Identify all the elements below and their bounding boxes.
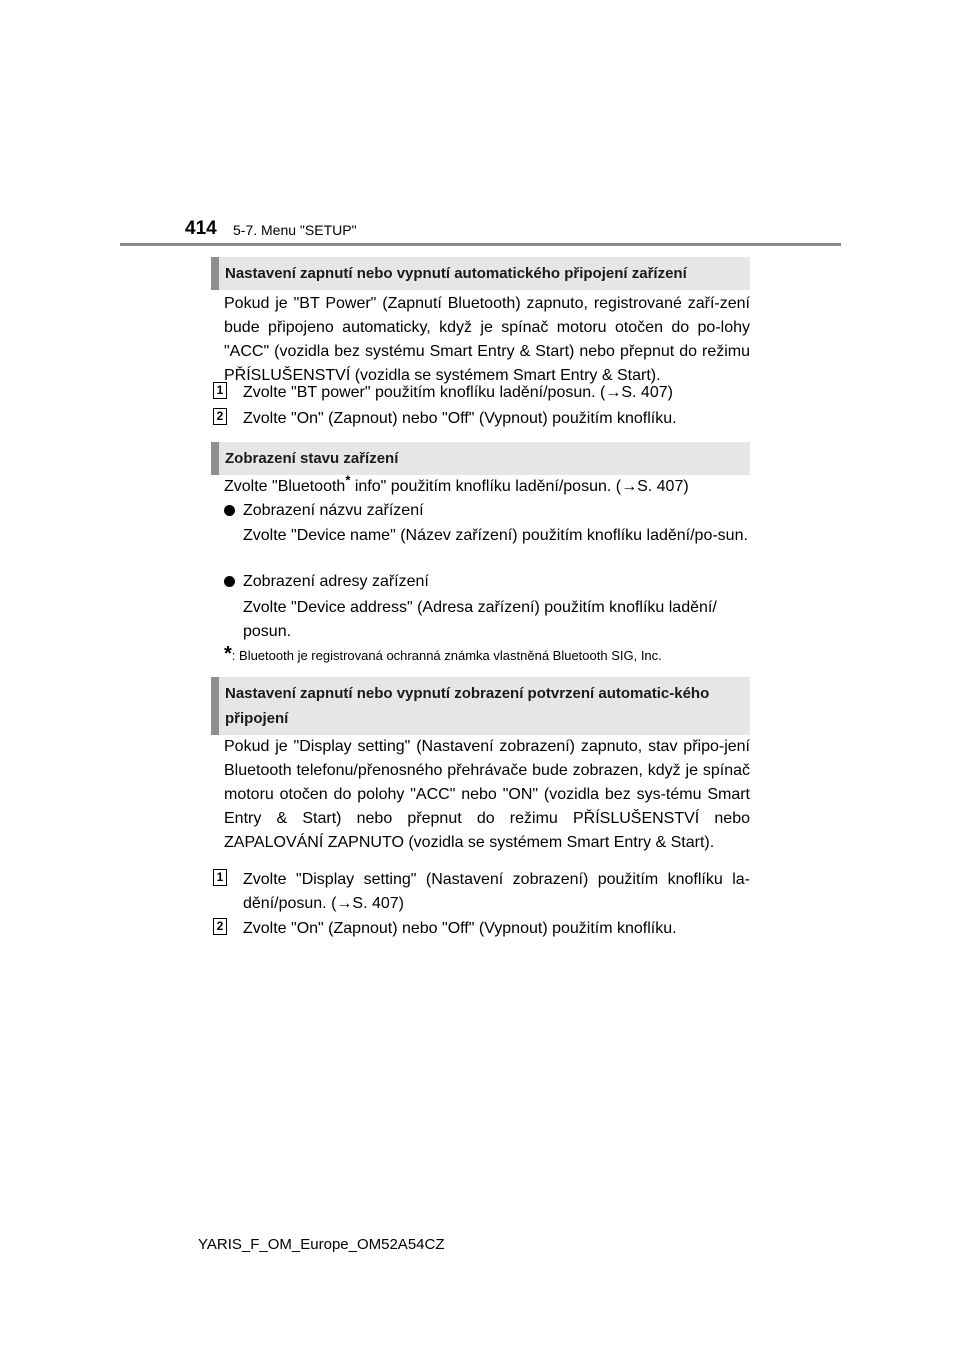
step-number-badge: 1	[213, 869, 227, 886]
footer-document-id: YARIS_F_OM_Europe_OM52A54CZ	[198, 1236, 445, 1253]
intro-text-after: info" použitím knoflíku ladění/posun. (→S. 407)	[350, 478, 689, 495]
step-text: Zvolte "On" (Zapnout) nebo "Off" (Vypnout) použitím knoflíku.	[243, 410, 677, 427]
bullet-item	[224, 499, 750, 523]
footnote	[224, 644, 764, 666]
header-rule	[120, 243, 841, 246]
device-status-intro	[224, 472, 750, 499]
bullet-label: Zobrazení adresy zařízení	[243, 573, 429, 590]
running-head: 5-7. Menu "SETUP"	[233, 222, 357, 238]
step-text: Zvolte "BT power" použitím knoflíku ladění/posun. (→S. 407)	[243, 384, 673, 401]
step-item	[213, 407, 750, 431]
footnote-star: *	[224, 643, 232, 665]
section-paragraph-confirmation-display: Pokud je "Display setting" (Nastavení zobrazení) zapnuto, stav připo-jení Bluetooth telefonu/přenosného přehrávače bude zobrazen, když je spínač motoru otočen do polohy "ACC" nebo "ON" (vozidla bez sys-tému Smart Entry & Start) nebo přepnut do režimu PŘÍSLUŠENSTVÍ nebo ZAPALOVÁNÍ ZAPNUTO (vozidla se systémem Smart Entry & Start).	[224, 738, 750, 851]
step-item	[213, 917, 750, 941]
section-title-confirmation-display: Nastavení zapnutí nebo vypnutí zobrazení potvrzení automatic-kého připojení	[211, 677, 750, 735]
section-title-device-status: Zobrazení stavu zařízení	[211, 442, 750, 475]
page-number: 414	[185, 218, 217, 239]
step-number-badge: 2	[213, 918, 227, 935]
step-item	[213, 868, 750, 916]
intro-text-before: Zvolte "Bluetooth	[224, 478, 346, 495]
bullet-item	[224, 570, 750, 594]
step-number-badge: 2	[213, 408, 227, 425]
step-item	[213, 381, 750, 405]
section-paragraph-auto-connect: Pokud je "BT Power" (Zapnutí Bluetooth) zapnuto, registrované zaří-zení bude připojeno automaticky, když je spínač motoru otočen do po-lohy "ACC" (vozidla bez systému Smart Entry & Start) nebo přepnut do režimu PŘÍSLUŠENSTVÍ (vozidla se systémem Smart Entry & Start).	[224, 295, 750, 384]
bullet-detail: Zvolte "Device address" (Adresa zařízení) použitím knoflíku ladění/ posun.	[243, 599, 717, 640]
bullet-dot-icon	[224, 576, 235, 587]
footnote-text: : Bluetooth je registrovaná ochranná známka vlastněná Bluetooth SIG, Inc.	[231, 648, 662, 663]
bullet-label: Zobrazení názvu zařízení	[243, 502, 424, 519]
step-text: Zvolte "On" (Zapnout) nebo "Off" (Vypnout) použitím knoflíku.	[243, 920, 677, 937]
section-title-auto-connect: Nastavení zapnutí nebo vypnutí automatického připojení zařízení	[211, 257, 750, 290]
bullet-dot-icon	[224, 505, 235, 516]
step-number-badge: 1	[213, 382, 227, 399]
bullet-detail: Zvolte "Device name" (Název zařízení) použitím knoflíku ladění/po-sun.	[243, 527, 748, 544]
footnote-marker: *	[345, 472, 351, 488]
step-text: Zvolte "Display setting" (Nastavení zobrazení) použitím knoflíku la-dění/posun. (→S. 407)	[243, 871, 750, 912]
